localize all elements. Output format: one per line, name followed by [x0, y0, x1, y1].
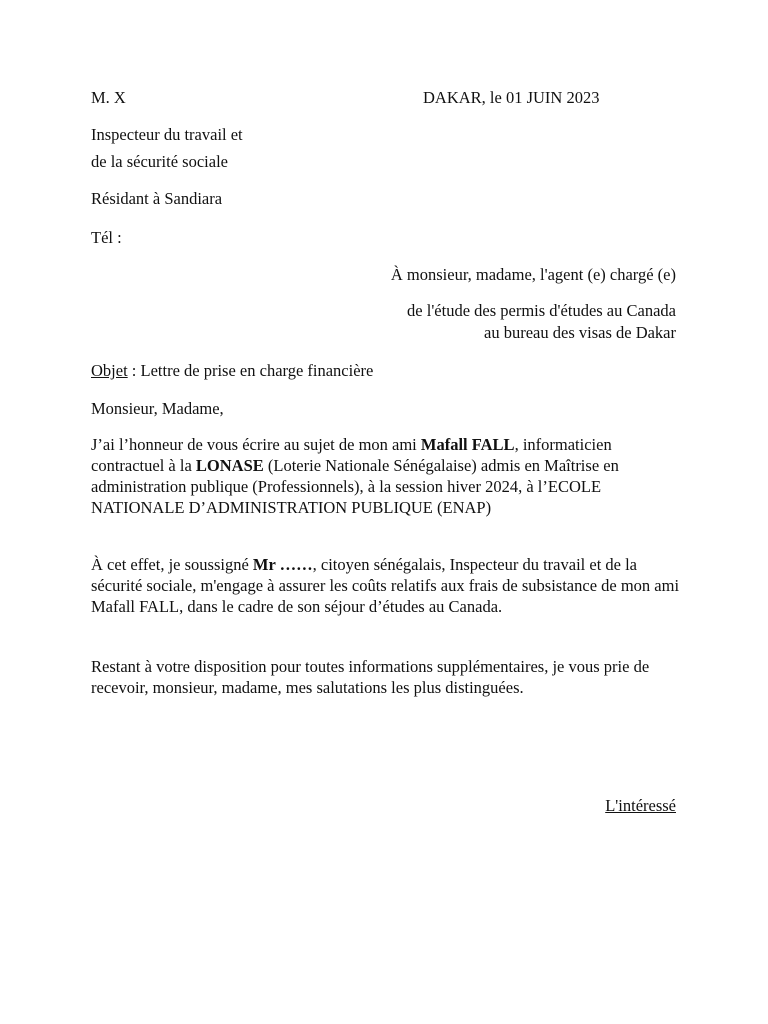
date-place: DAKAR, le 01 JUIN 2023 [423, 88, 600, 107]
paragraph-2-bold-name: Mr …… [252, 555, 313, 574]
paragraph-1-bold-name: Mafall FALL [420, 435, 515, 454]
sender-name: M. X [91, 88, 126, 107]
paragraph-2 [91, 554, 681, 617]
paragraph-1-text-b: , informaticien contractuel à la [91, 435, 612, 475]
sender-residence: Résidant à Sandiara [91, 189, 223, 208]
paragraph-1 [91, 434, 681, 518]
sender-title-line1: Inspecteur du travail et [91, 125, 243, 144]
sender-phone: Tél : [91, 228, 122, 247]
sender-title-line2: de la sécurité sociale [91, 152, 228, 171]
paragraph-2-text-b: , citoyen sénégalais, Inspecteur du travail et de la sécurité sociale, m'engage à assurer les coûts relatifs aux frais de subsistance de mon ami Mafall FALL, dans le cadre de son séjour d’études au Canada. [91, 555, 680, 616]
signature: L'intéressé [605, 796, 676, 815]
recipient-line2: de l'étude des permis d'études au Canada [407, 301, 676, 320]
recipient-line3: au bureau des visas de Dakar [484, 323, 676, 342]
recipient-line1: À monsieur, madame, l'agent (e) chargé (e) [390, 265, 676, 284]
salutation: Monsieur, Madame, [91, 399, 224, 418]
subject-label: Objet [91, 361, 128, 380]
paragraph-1-text-c: (Loterie Nationale Sénégalaise) admis en Maîtrise en administration publique (Professionnels), à la session hiver 2024, à l’ECOLE NATIONALE D’ADMINISTRATION PUBLIQUE (ENAP) [91, 456, 619, 517]
paragraph-2-text-a: À cet effet, je soussigné [91, 555, 253, 574]
subject-text: : Lettre de prise en charge financière [127, 361, 374, 380]
paragraph-3: Restant à votre disposition pour toutes informations supplémentaires, je vous prie de recevoir, monsieur, madame, mes salutations les plus distinguées. [91, 657, 650, 697]
subject-line [91, 360, 373, 381]
paragraph-1-text-a: J’ai l’honneur de vous écrire au sujet de mon ami [91, 435, 421, 454]
paragraph-1-bold-org: LONASE [195, 456, 264, 475]
